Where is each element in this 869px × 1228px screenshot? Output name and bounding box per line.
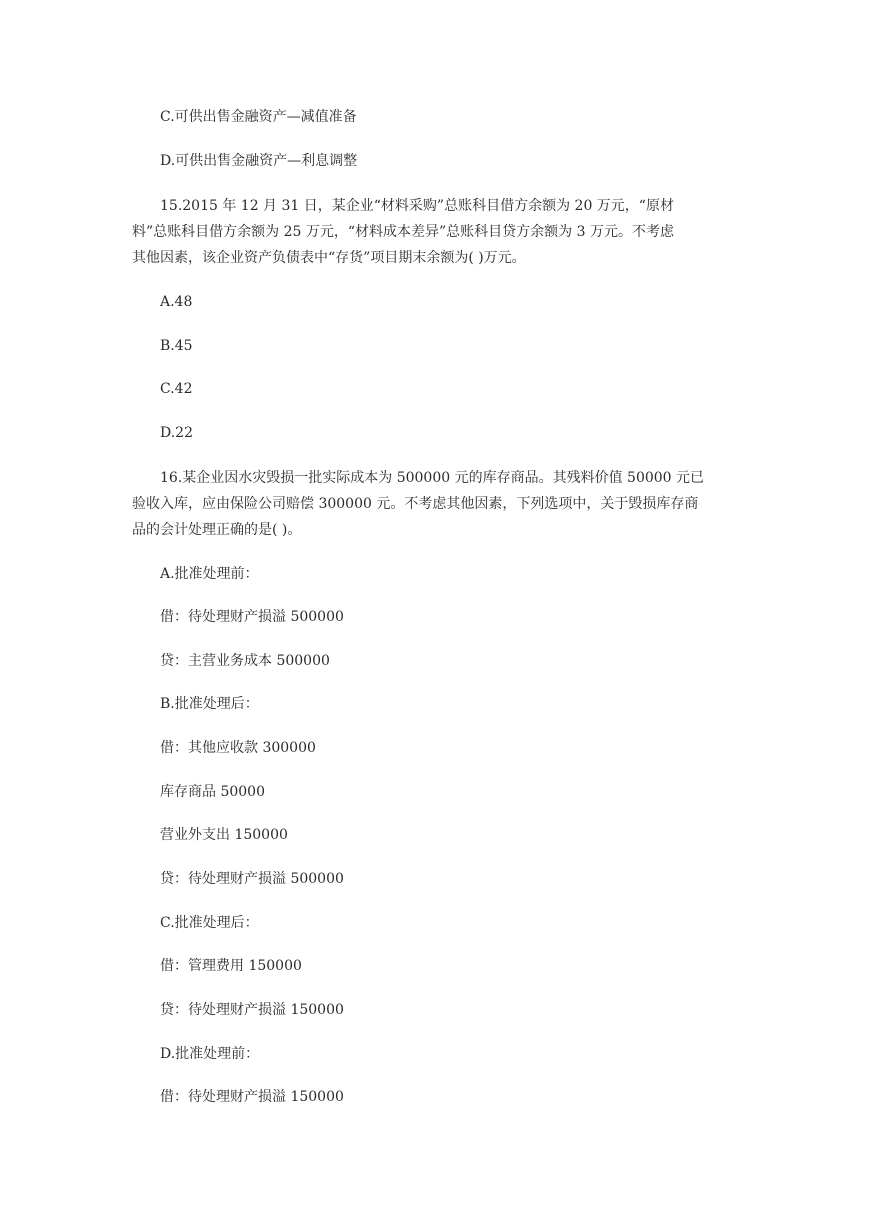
q16-option-b-debit2: 库存商品 50000 bbox=[160, 784, 265, 800]
q16-option-a-debit: 借：待处理财产损溢 500000 bbox=[160, 609, 344, 625]
q15-stem-line1: 15.2015 年 12 月 31 日，某企业“材料采购”总账科目借方余额为 20 万元，“原材 bbox=[160, 198, 674, 214]
q16-stem-line3: 品的会计处理正确的是( )。 bbox=[132, 522, 302, 538]
q16-option-b-credit: 贷：待处理财产损溢 500000 bbox=[160, 871, 344, 887]
q16-option-d-debit: 借：待处理财产损溢 150000 bbox=[160, 1089, 344, 1105]
q16-stem-line2: 验收入库，应由保险公司赔偿 300000 元。不考虑其他因素，下列选项中，关于毁损库存商 bbox=[132, 496, 699, 512]
q14-option-d: D.可供出售金融资产—利息调整 bbox=[160, 153, 358, 169]
q14-option-c: C.可供出售金融资产—减值准备 bbox=[160, 109, 357, 125]
q16-option-d-label: D.批准处理前： bbox=[160, 1046, 260, 1062]
q15-option-d: D.22 bbox=[160, 425, 193, 441]
q16-option-a-credit: 贷：主营业务成本 500000 bbox=[160, 653, 330, 669]
q16-option-a-label: A.批准处理前： bbox=[160, 566, 259, 582]
q15-option-a: A.48 bbox=[160, 294, 193, 310]
q15-option-c: C.42 bbox=[160, 381, 193, 397]
q16-option-b-label: B.批准处理后： bbox=[160, 696, 259, 712]
q15-option-b: B.45 bbox=[160, 338, 193, 354]
q16-stem-line1: 16.某企业因水灾毁损一批实际成本为 500000 元的库存商品。其残料价值 50000 元已 bbox=[160, 470, 705, 486]
q15-stem-line3: 其他因素，该企业资产负债表中“存货”项目期末余额为( )万元。 bbox=[132, 250, 526, 266]
q16-option-c-debit: 借：管理费用 150000 bbox=[160, 958, 302, 974]
q16-option-b-debit1: 借：其他应收款 300000 bbox=[160, 740, 316, 756]
q16-option-c-credit: 贷：待处理财产损溢 150000 bbox=[160, 1002, 344, 1018]
q16-option-b-debit3: 营业外支出 150000 bbox=[160, 827, 288, 843]
q16-option-c-label: C.批准处理后： bbox=[160, 915, 259, 931]
q15-stem-line2: 料”总账科目借方余额为 25 万元，“材料成本差异”总账科目贷方余额为 3 万元。不考虑 bbox=[132, 224, 674, 240]
